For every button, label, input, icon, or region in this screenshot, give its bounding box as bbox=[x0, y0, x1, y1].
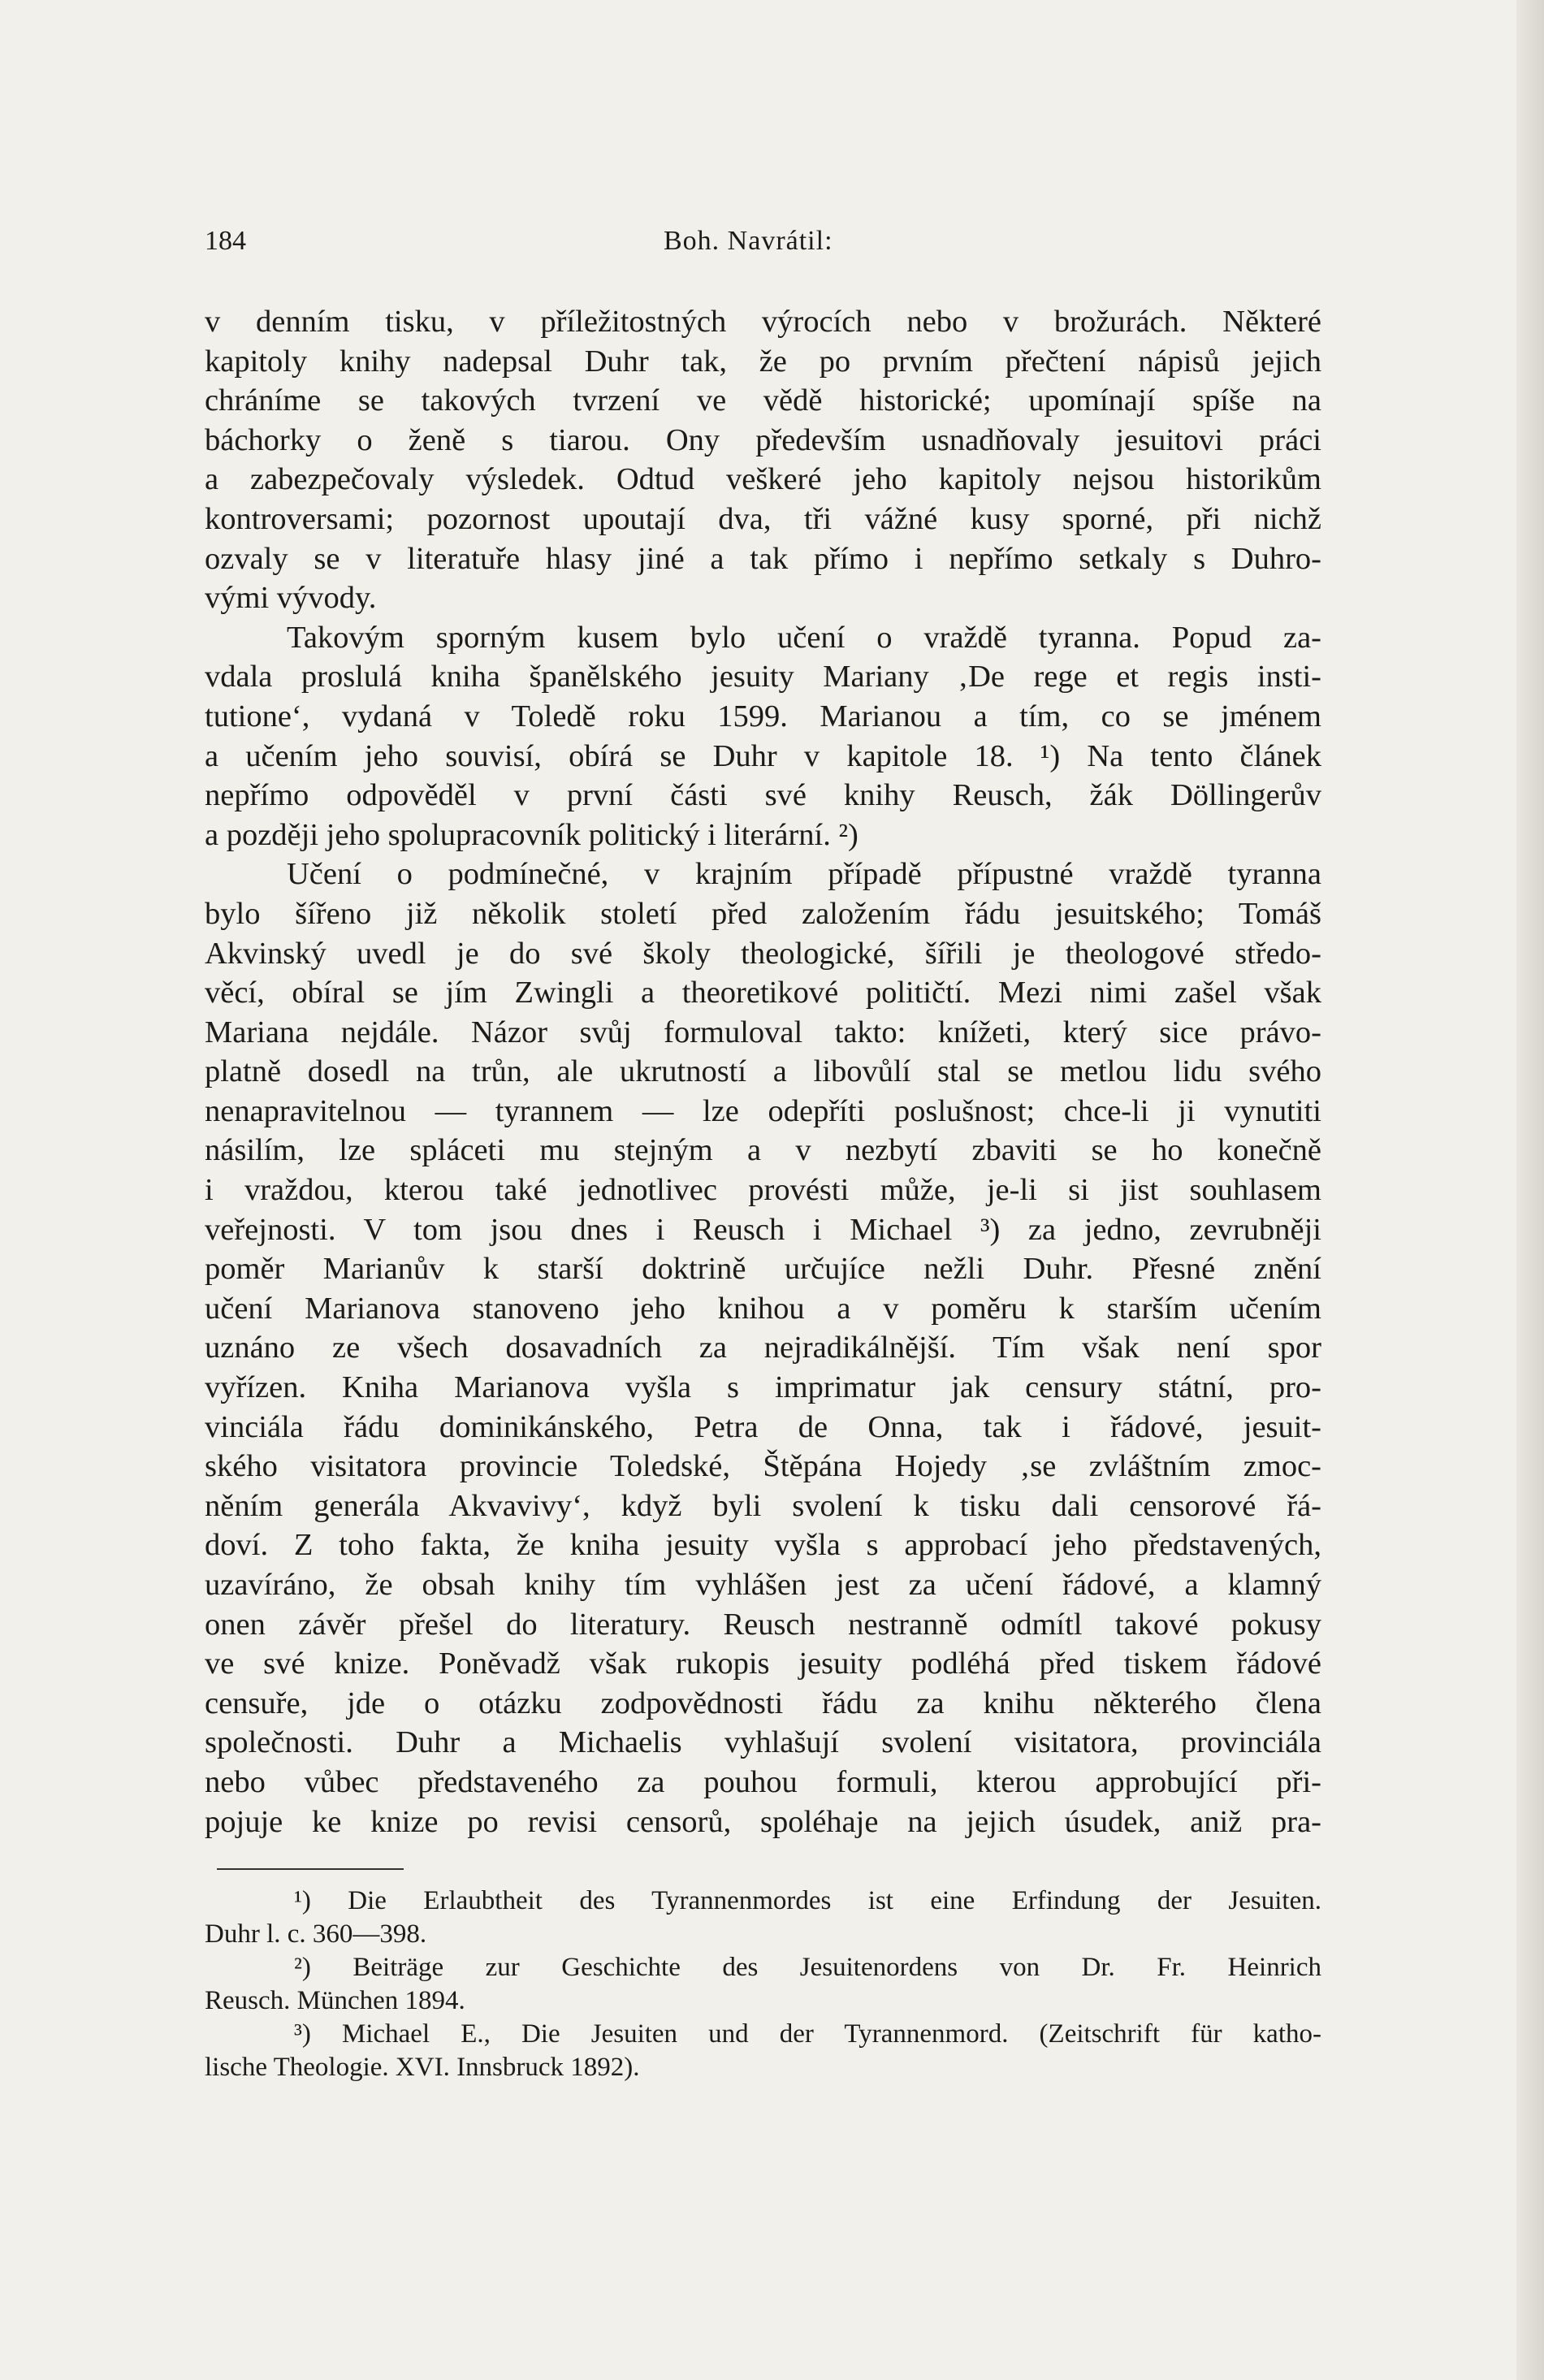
text-line: i vraždou, kterou také jednotlivec provésti může, je-li si jist souhlasem bbox=[205, 1173, 1321, 1208]
text-line: Akvinský uvedl je do své školy theologické, šířili je theologové středo- bbox=[205, 936, 1321, 971]
footnote-line: ²) Beiträge zur Geschichte des Jesuitenordens von Dr. Fr. Heinrich bbox=[294, 1953, 1321, 1982]
text-line: poměr Marianův k starší doktrině určujíce nežli Duhr. Přesné znění bbox=[205, 1252, 1321, 1287]
text-line: vyřízen. Kniha Marianova vyšla s imprimatur jak censury státní, pro- bbox=[205, 1370, 1321, 1405]
running-head: Boh. Navrátil: bbox=[664, 226, 833, 256]
footnote-line: ¹) Die Erlaubtheit des Tyrannenmordes ist eine Erfindung der Jesuiten. bbox=[294, 1886, 1321, 1915]
text-line: Mariana nejdále. Názor svůj formuloval takto: knížeti, který sice právo- bbox=[205, 1015, 1321, 1049]
text-line: nenapravitelnou — tyrannem — lze odepříti poslušnost; chce-li ji vynutiti bbox=[205, 1093, 1321, 1128]
footnote-line: Duhr l. c. 360—398. bbox=[205, 1919, 427, 1949]
text-line: bylo šířeno již několik století před založením řádu jesuitského; Tomáš bbox=[205, 896, 1321, 931]
text-line: vinciála řádu dominikánského, Petra de Onna, tak i řádové, jesuit- bbox=[205, 1409, 1321, 1444]
text-line: veřejnosti. V tom jsou dnes i Reusch i Michael ³) za jedno, zevrubněji bbox=[205, 1212, 1321, 1247]
text-line: Takovým sporným kusem bylo učení o vraždě tyranna. Popud za- bbox=[287, 620, 1321, 655]
text-line: pojuje ke knize po revisi censorů, spoléhaje na jejich úsudek, aniž pra- bbox=[205, 1804, 1321, 1839]
text-line: Učení o podmínečné, v krajním případě přípustné vraždě tyranna bbox=[287, 857, 1321, 892]
footnote-separator bbox=[217, 1868, 404, 1870]
text-line: censuře, jde o otázku zodpovědnosti řádu za knihu některého člena bbox=[205, 1685, 1321, 1720]
text-line: a zabezpečovaly výsledek. Odtud veškeré jeho kapitoly nejsou historikům bbox=[205, 462, 1321, 497]
text-line: vými vývody. bbox=[205, 581, 377, 616]
text-line: onen závěr přešel do literatury. Reusch nestranně odmítl takové pokusy bbox=[205, 1607, 1321, 1642]
text-line: platně dosedl na trůn, ale ukrutností a libovůlí stal se metlou lidu svého bbox=[205, 1054, 1321, 1089]
page-header bbox=[205, 226, 1301, 266]
text-line: věcí, obíral se jím Zwingli a theoretikové političtí. Mezi nimi zašel však bbox=[205, 976, 1321, 1010]
text-line: nepřímo odpověděl v první části své knihy Reusch, žák Döllingerův bbox=[205, 778, 1321, 813]
text-line: uzavíráno, že obsah knihy tím vyhlášen jest za učení řádové, a klamný bbox=[205, 1568, 1321, 1602]
text-line: učení Marianova stanoveno jeho knihou a v poměru k starším učením bbox=[205, 1291, 1321, 1326]
text-line: něním generála Akvavivy‘, když byli svolení k tisku dali censorové řá- bbox=[205, 1488, 1321, 1523]
main-text bbox=[205, 302, 1321, 1841]
text-line: násilím, lze spláceti mu stejným a v nezbytí zbaviti se ho konečně bbox=[205, 1133, 1321, 1168]
text-line: báchorky o ženě s tiarou. Ony především usnadňovaly jesuitovi práci bbox=[205, 422, 1321, 457]
footnote-line: ³) Michael E., Die Jesuiten und der Tyrannenmord. (Zeitschrift für katho- bbox=[294, 2019, 1321, 2049]
text-line: tutione‘, vydaná v Toledě roku 1599. Marianou a tím, co se jménem bbox=[205, 699, 1321, 733]
text-line: uznáno ze všech dosavadních za nejradikálnější. Tím však není spor bbox=[205, 1331, 1321, 1365]
footnote-line: lische Theologie. XVI. Innsbruck 1892). bbox=[205, 2053, 640, 2082]
text-line: kapitoly knihy nadepsal Duhr tak, že po prvním přečtení nápisů jejich bbox=[205, 344, 1321, 379]
text-line: ozvaly se v literatuře hlasy jiné a tak přímo i nepřímo setkaly s Duhro- bbox=[205, 541, 1321, 576]
footnote-line: Reusch. München 1894. bbox=[205, 1986, 465, 2015]
text-line: ského visitatora provincie Toledské, Štěpána Hojedy ‚se zvláštním zmoc- bbox=[205, 1449, 1321, 1484]
footnotes bbox=[205, 1885, 1321, 2084]
page-edge-shadow bbox=[1516, 0, 1544, 2380]
text-line: nebo vůbec představeného za pouhou formuli, kterou approbující při- bbox=[205, 1764, 1321, 1799]
text-line: a učením jeho souvisí, obírá se Duhr v kapitole 18. ¹) Na tento článek bbox=[205, 738, 1321, 773]
text-line: a později jeho spolupracovník politický i literární. ²) bbox=[205, 817, 858, 852]
text-line: chráníme se takových tvrzení ve vědě historické; upomínají spíše na bbox=[205, 383, 1321, 418]
text-line: společnosti. Duhr a Michaelis vyhlašují svolení visitatora, provinciála bbox=[205, 1725, 1321, 1760]
text-line: vdala proslulá kniha španělského jesuity Mariany ‚De rege et regis insti- bbox=[205, 660, 1321, 695]
text-line: kontroversami; pozornost upoutají dva, tři vážné kusy sporné, při nichž bbox=[205, 501, 1321, 536]
text-line: doví. Z toho fakta, že kniha jesuity vyšla s approbací jeho představených, bbox=[205, 1528, 1321, 1563]
text-line: v denním tisku, v příležitostných výrocích nebo v brožurách. Některé bbox=[205, 305, 1321, 339]
text-line: ve své knize. Poněvadž však rukopis jesuity podléhá před tiskem řádové bbox=[205, 1647, 1321, 1681]
page-number: 184 bbox=[205, 226, 246, 256]
